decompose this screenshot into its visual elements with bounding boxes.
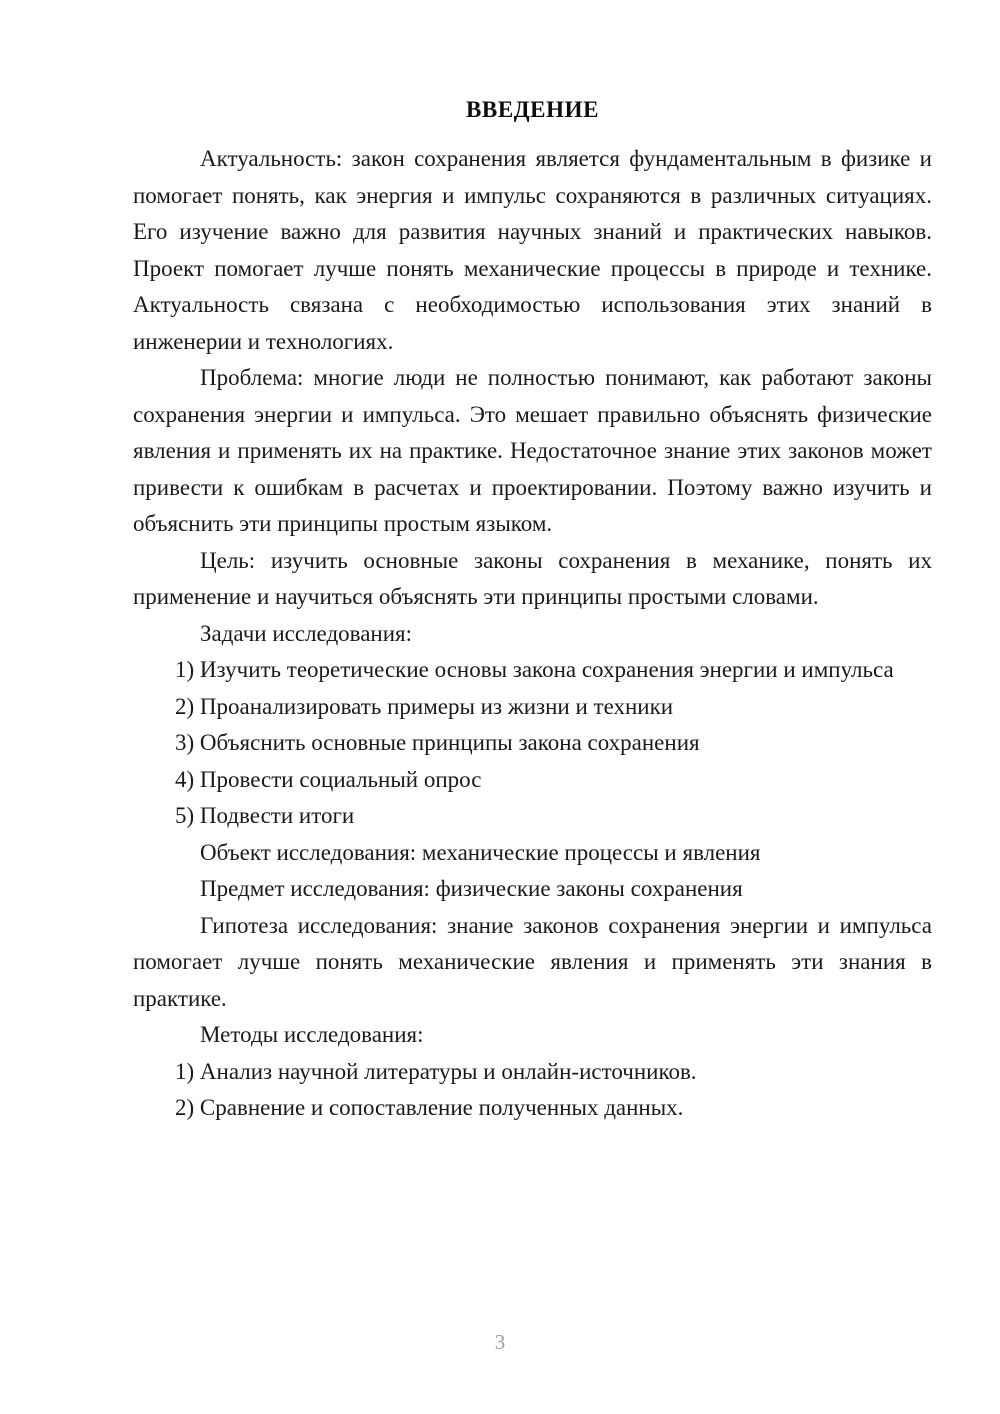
page-number: 3 (494, 1330, 506, 1354)
method-list-item: 2) Сравнение и сопоставление полученных данных. (175, 1095, 684, 1120)
document-body (133, 92, 932, 1127)
paragraph-object: Объект исследования: механические процессы и явления (200, 839, 761, 865)
task-list-item: 1) Изучить теоретические основы закона сохранения энергии и импульса (175, 657, 894, 682)
paragraph-hypothesis: Гипотеза исследования: знание законов сохранения энергии и импульса помогает лучше понять механические явления и применять эти знания в практике. (133, 912, 932, 1011)
task-list-item: 2) Проанализировать примеры из жизни и техники (175, 693, 674, 719)
paragraph-goal: Цель: изучить основные законы сохранения в механике, понять их применение и научиться объяснять эти принципы простыми словами. (133, 547, 932, 609)
task-list-item: 4) Провести социальный опрос (175, 766, 482, 792)
paragraph-relevance: Актуальность: закон сохранения является фундаментальным в физике и помогает понять, как энергия и импульс сохраняются в различных ситуациях. Его изучение важно для развития научных знаний и практических навыков. Проект помогает лучше понять механические процессы в природе и технике. Актуальность связана с необходимостью использования этих знаний в инженерии и технологиях. (133, 146, 932, 354)
paragraph-problem: Проблема: многие люди не полностью понимают, как работают законы сохранения энергии и импульса. Это мешает правильно объяснять физические явления и применять их на практике. Недостаточное знание этих законов может привести к ошибкам в расчетах и проектировании. Поэтому важно изучить и объяснить эти принципы простым языком. (133, 365, 932, 536)
heading-tasks: Задачи исследования: (200, 620, 413, 646)
heading-methods: Методы исследования: (200, 1022, 424, 1047)
method-list-item: 1) Анализ научной литературы и онлайн-источников. (175, 1058, 697, 1084)
task-list-item: 3) Объяснить основные принципы закона сохранения (175, 730, 700, 755)
paragraph-subject: Предмет исследования: физические законы сохранения (200, 876, 743, 901)
task-list-item: 5) Подвести итоги (175, 803, 355, 828)
page-title: ВВЕДЕНИЕ (465, 97, 600, 122)
